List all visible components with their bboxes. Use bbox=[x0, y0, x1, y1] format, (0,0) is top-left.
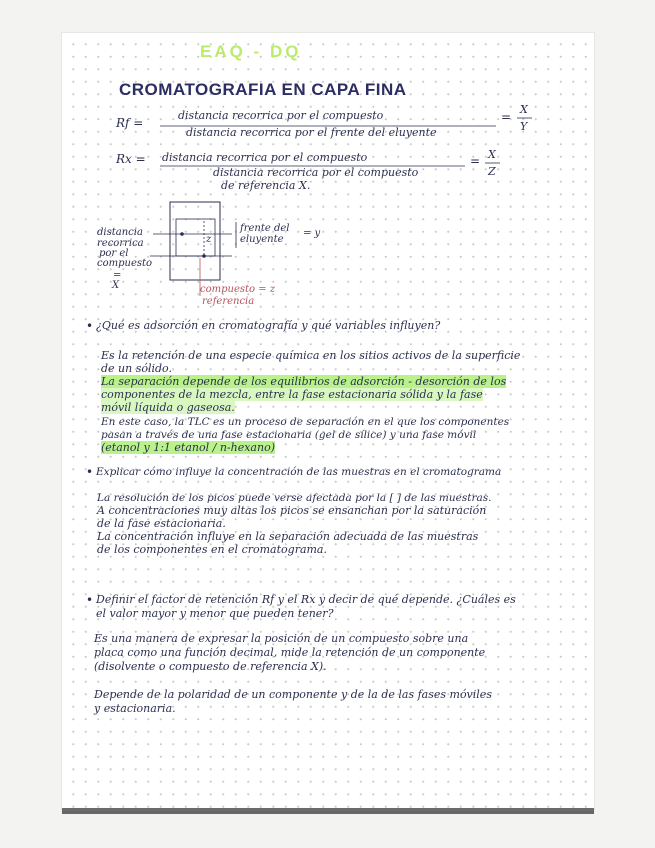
q1-line-8-highlight: (etanol y 1:1 etanol / n-hexano) bbox=[101, 441, 275, 454]
rf-result-den: Y bbox=[520, 120, 528, 133]
diagram-left-label-3: por el bbox=[99, 248, 129, 259]
diagram-bottom-label-1: compuesto = z bbox=[200, 284, 276, 295]
q3-line-4: Depende de la polaridad de un componente y de la de las fases móviles bbox=[94, 688, 492, 701]
rx-denominator-1: distancia recorrica por el compuesto bbox=[213, 166, 419, 179]
q1-line-5 bbox=[101, 402, 235, 414]
rf-eq: = bbox=[501, 110, 512, 124]
q3-line-3: (disolvente o compuesto de referencia X). bbox=[94, 660, 327, 673]
q1-line-8 bbox=[101, 442, 275, 454]
rf-label: Rf = bbox=[116, 116, 144, 130]
diagram-left-label-4: compuesto bbox=[97, 258, 153, 269]
diagram-right-label-2: eluyente bbox=[240, 234, 284, 245]
rx-result-num: X bbox=[488, 148, 496, 161]
q1-line-5-highlight: móvil líquida o gaseosa. bbox=[101, 401, 235, 414]
tlc-plate bbox=[170, 202, 220, 280]
q1-line-2: de un sólido. bbox=[101, 362, 172, 375]
bullet-q1: • bbox=[86, 319, 94, 333]
spot-compound bbox=[180, 232, 184, 236]
q3-question-1: Definir el factor de retención Rf y el Rx y decir de qué depende. ¿Cuáles es bbox=[96, 593, 516, 606]
q1-question: ¿Qué es adsorción en cromatografía y qué variables influyen? bbox=[96, 319, 441, 332]
diagram-left-label-5: = bbox=[113, 270, 122, 281]
diagram-z-label: z bbox=[206, 234, 212, 245]
q3-line-2: placa como una función decimal, mide la retención de un componente bbox=[94, 646, 486, 659]
rx-denominator-2: de referencia X. bbox=[221, 179, 311, 192]
q1-line-3 bbox=[101, 376, 506, 388]
rx-eq: = bbox=[470, 154, 481, 168]
q2-line-2: A concentraciones muy altas los picos se ensanchan por la saturación bbox=[97, 504, 487, 517]
q2-line-4: La concentración influye en la separación adecuada de las muestras bbox=[97, 530, 479, 543]
q1-line-1: Es la retención de una especie química en los sitios activos de la superficie bbox=[101, 349, 521, 362]
rf-denominator: distancia recorrica por el frente del eluyente bbox=[186, 126, 437, 139]
q2-question: Explicar cómo influye la concentración de las muestras en el cromatograma bbox=[96, 466, 502, 478]
q2-line-3: de la fase estacionaria. bbox=[97, 517, 226, 530]
q3-line-1: Es una manera de expresar la posición de un compuesto sobre una bbox=[94, 632, 469, 645]
diagram-left-label-6: X bbox=[112, 280, 120, 291]
top-title: EAQ - DQ bbox=[200, 42, 302, 61]
q1-line-3-highlight: La separación depende de los equilibrios de adsorción - desorción de los bbox=[101, 375, 507, 388]
rx-numerator: distancia recorrica por el compuesto bbox=[162, 151, 368, 164]
bullet-q3: • bbox=[86, 593, 94, 607]
q1-line-4-highlight: componentes de la mezcla, entre la fase estacionaria sólida y la fase bbox=[101, 388, 483, 401]
diagram-right-eq: = y bbox=[303, 228, 321, 239]
diagram-right-label-1: frente del bbox=[240, 223, 290, 234]
diagram-bottom-label-2: referencia bbox=[202, 296, 255, 307]
q1-line-4 bbox=[101, 389, 483, 401]
rx-result-den: Z bbox=[488, 165, 496, 178]
q3-question-2: el valor mayor y menor que pueden tener? bbox=[96, 607, 334, 620]
rf-result-num: X bbox=[520, 103, 528, 116]
q3-line-5: y estacionaria. bbox=[94, 702, 176, 715]
q1-line-6: En este caso, la TLC es un proceso de separación en el que los componentes bbox=[101, 416, 510, 428]
diagram-left-label-2: recorrica bbox=[97, 238, 144, 249]
rf-numerator: distancia recorrica por el compuesto bbox=[178, 109, 384, 122]
rx-label: Rx = bbox=[116, 152, 146, 166]
diagram-left-label-1: distancia bbox=[97, 227, 143, 238]
q2-line-5: de los componentes en el cromatograma. bbox=[97, 543, 327, 556]
q1-line-7: pasan a través de una fase estacionaria (gel de sílice) y una fase móvil bbox=[101, 429, 477, 441]
bullet-q2: • bbox=[86, 465, 94, 479]
q2-line-1: La resolución de los picos puede verse afectada por la [ ] de las muestras. bbox=[97, 492, 492, 504]
page-title: CROMATOGRAFIA EN CAPA FINA bbox=[119, 80, 407, 99]
